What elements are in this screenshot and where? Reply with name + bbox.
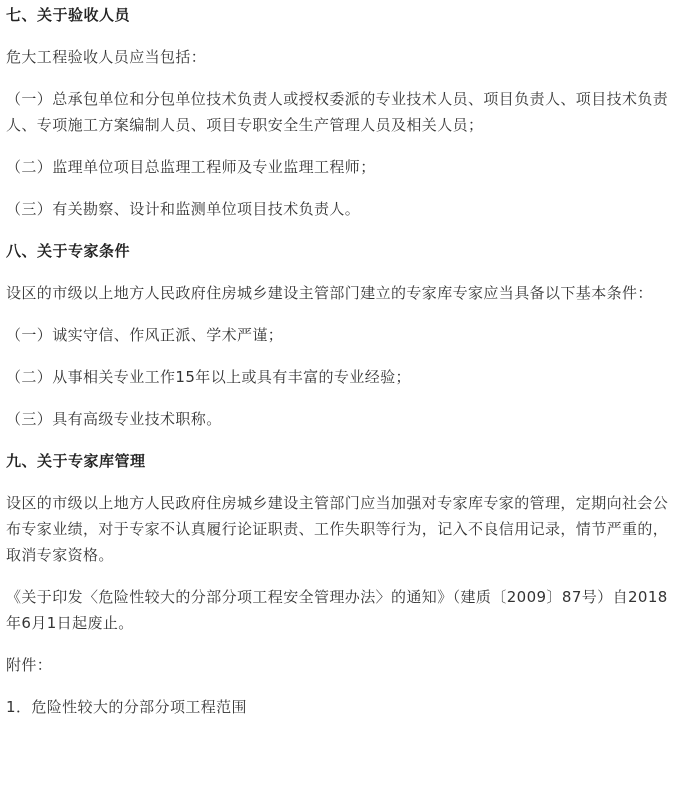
section-9-title: 九、关于专家库管理 bbox=[6, 452, 146, 470]
section-9-body: 设区的市级以上地方人民政府住房城乡建设主管部门应当加强对专家库专家的管理，定期向社会公布专家业绩，对于专家不认真履行论证职责、工作失职等行为，记入不良信用记录，情节严重的，取消专家资格。 bbox=[6, 494, 669, 564]
attachment-item-1: 1．危险性较大的分部分项工程范围 bbox=[6, 698, 247, 716]
section-7-item-2: （二）监理单位项目总监理工程师及专业监理工程师； bbox=[6, 158, 376, 176]
section-8-item-3: （三）具有高级专业技术职称。 bbox=[6, 410, 222, 428]
section-7-item-3: （三）有关勘察、设计和监测单位项目技术负责人。 bbox=[6, 200, 361, 218]
section-8-intro: 设区的市级以上地方人民政府住房城乡建设主管部门建立的专家库专家应当具备以下基本条件： bbox=[6, 284, 653, 302]
attachment-label: 附件： bbox=[6, 656, 53, 674]
repeal-notice: 《关于印发〈危险性较大的分部分项工程安全管理办法〉的通知》（建质〔2009〕87号）自2018年6月1日起废止。 bbox=[6, 588, 668, 632]
section-8-item-2: （二）从事相关专业工作15年以上或具有丰富的专业经验； bbox=[6, 368, 411, 386]
section-8-item-1: （一）诚实守信、作风正派、学术严谨； bbox=[6, 326, 284, 344]
section-8-title: 八、关于专家条件 bbox=[6, 242, 131, 260]
section-7-intro: 危大工程验收人员应当包括： bbox=[6, 48, 207, 66]
section-7-item-1: （一）总承包单位和分包单位技术负责人或授权委派的专业技术人员、项目负责人、项目技术负责人、专项施工方案编制人员、项目专职安全生产管理人员及相关人员； bbox=[6, 90, 669, 134]
section-7-title: 七、关于验收人员 bbox=[6, 6, 131, 24]
